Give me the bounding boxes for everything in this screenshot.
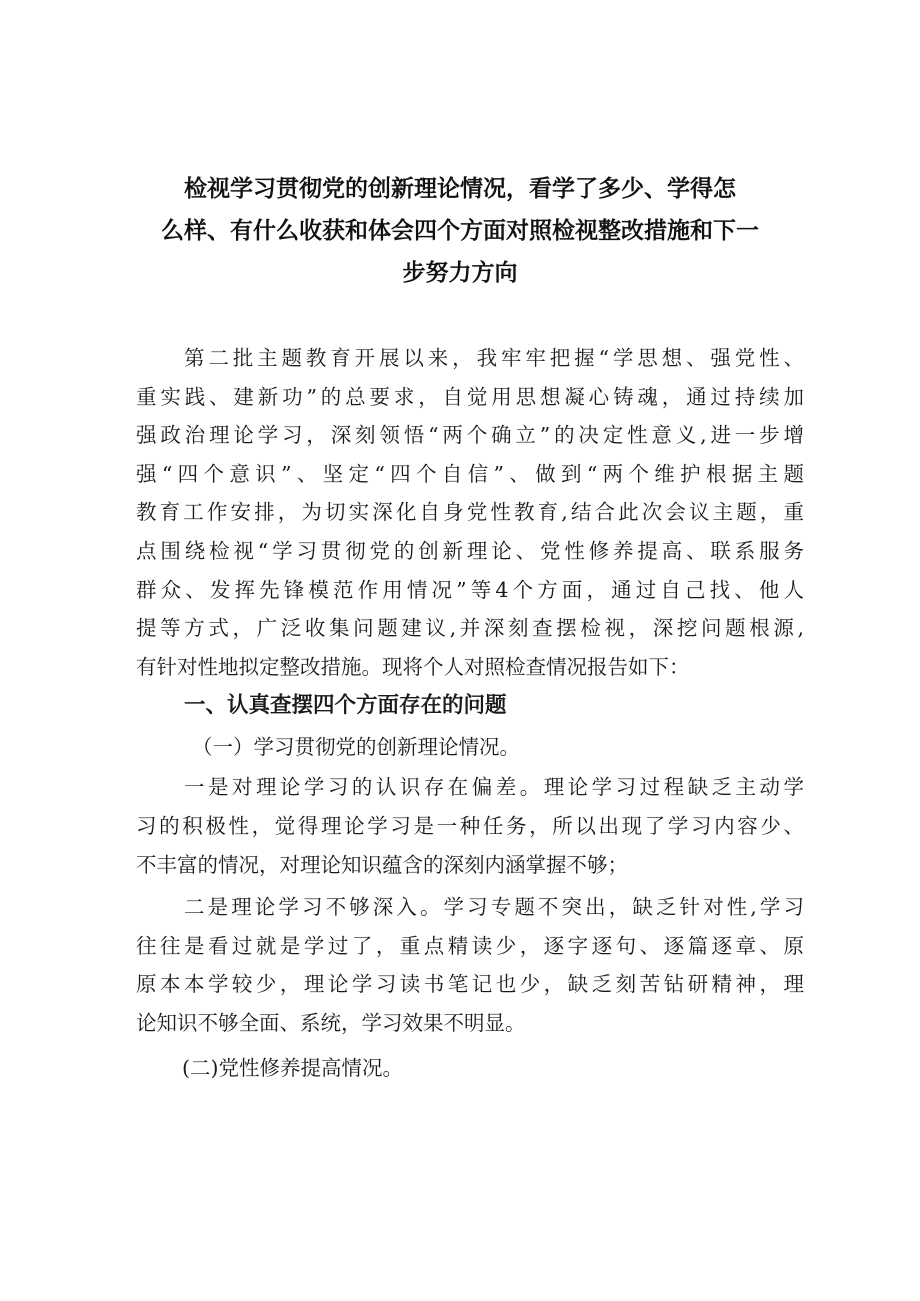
- text-line: 提等方式，广泛收集问题建议,并深刻查摆检视，深挖问题根源,: [136, 616, 804, 641]
- text-line: 群众、发挥先锋模范作用情况”等4个方面，通过自己找、他人: [136, 577, 804, 602]
- text-line: 重实践、建新功”的总要求，自觉用思想凝心铸魂，通过持续加: [136, 384, 804, 409]
- text-line: 二是理论学习不够深入。学习专题不突出，缺乏针对性,学习: [184, 895, 804, 920]
- text-line: 一是对理论学习的认识存在偏差。理论学习过程缺乏主动学: [184, 775, 804, 800]
- text-line: 有针对性地拟定整改措施。现将个人对照检查情况报告如下：: [136, 654, 690, 679]
- text-line: 论知识不够全面、系统，学习效果不明显。: [136, 1010, 526, 1035]
- text-line: 强“四个意识”、坚定“四个自信”、做到“两个维护根据主题: [136, 461, 804, 486]
- point-paragraph: [136, 888, 804, 1042]
- point-paragraph: [136, 768, 804, 884]
- text-line: 习的积极性，觉得理论学习是一种任务，所以出现了学习内容少、: [136, 813, 804, 838]
- document-body: [136, 339, 804, 1089]
- text-line: 第二批主题教育开展以来，我牢牢把握“学思想、强党性、: [184, 346, 804, 370]
- title-line: 步努力方向: [402, 260, 518, 286]
- text-line: 教育工作安排，为切实深化自身党性教育,结合此次会议主题，重: [136, 500, 804, 525]
- text-line: 往往是看过就是学过了，重点精读少，逐字逐句、逐篇逐章、原: [136, 933, 804, 958]
- text-line: 点围绕检视“学习贯彻党的创新理论、党性修养提高、联系服务: [136, 538, 804, 563]
- subsection-heading: （一）学习贯彻党的创新理论情况。: [192, 735, 520, 760]
- text-line: 强政治理论学习，深刻领悟“两个确立”的决定性意义,进一步增: [136, 423, 804, 448]
- subsection-heading: (二)党性修养提高情况。: [182, 1055, 403, 1080]
- document-title: [150, 168, 770, 294]
- text-line: 不丰富的情况，对理论知识蕴含的深刻内涵掌握不够；: [136, 852, 628, 877]
- title-line: 检视学习贯彻党的创新理论情况，看学了多少、学得怎: [184, 176, 736, 202]
- text-line: 原本本学较少，理论学习读书笔记也少，缺乏刻苦钻研精神，理: [136, 972, 804, 997]
- section-heading: 一、认真查摆四个方面存在的问题: [184, 693, 507, 719]
- title-line: 么样、有什么收获和体会四个方面对照检视整改措施和下一: [161, 218, 759, 244]
- intro-paragraph: [136, 339, 804, 686]
